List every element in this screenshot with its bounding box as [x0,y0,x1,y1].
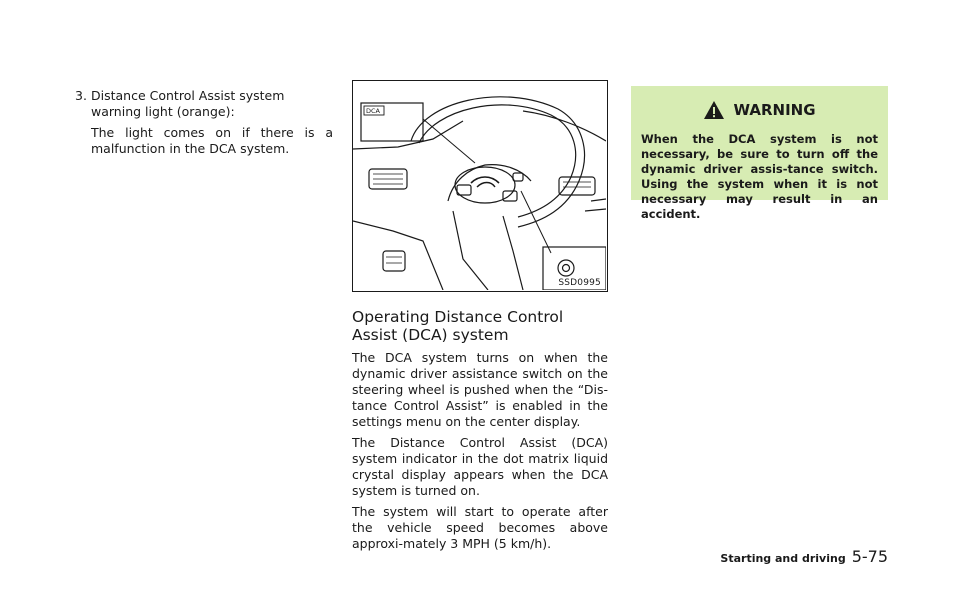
page-number: 5-75 [851,547,888,566]
dashboard-illustration [353,81,606,290]
warning-header [641,100,878,120]
warning-triangle-icon [703,100,725,120]
indicator-label: DCA [366,107,380,115]
page-footer [720,547,888,566]
footer-section-name: Starting and driving [720,552,846,565]
warning-box [631,86,888,221]
left-column [75,88,333,157]
dynamic-driver-assistance-switch-icon [558,260,574,276]
warning-title: WARNING [733,101,816,119]
dashboard-figure [352,80,608,292]
section-paragraph: The Distance Control Assist (DCA) system indicator in the dot matrix liquid crystal display appears when the DCA system is turned on. [352,435,608,498]
item-paragraph: The light comes on if there is a malfunction in the DCA system. [91,125,333,156]
item-heading: Distance Control Assist system warning light (orange): [91,88,285,119]
item-number: 3. [75,88,87,103]
middle-column [352,80,608,552]
warning-body: When the DCA system is not necessary, be sure to turn off the dynamic driver assis-tance switch. Using the system when it is not necessary may result in an accident. [641,132,878,221]
section-title: Operating Distance Control Assist (DCA) system [352,308,564,344]
section-paragraph: The system will start to operate after the vehicle speed becomes above approxi-mately 3 MPH (5 km/h). [352,504,608,551]
list-item [75,88,333,120]
section-paragraph: The DCA system turns on when the dynamic driver assistance switch on the steering wheel is pushed when the “Dis-tance Control Assist” is enabled in the settings menu on the center display. [352,350,608,429]
right-column [631,86,888,221]
figure-code: SSD0995 [558,278,601,288]
